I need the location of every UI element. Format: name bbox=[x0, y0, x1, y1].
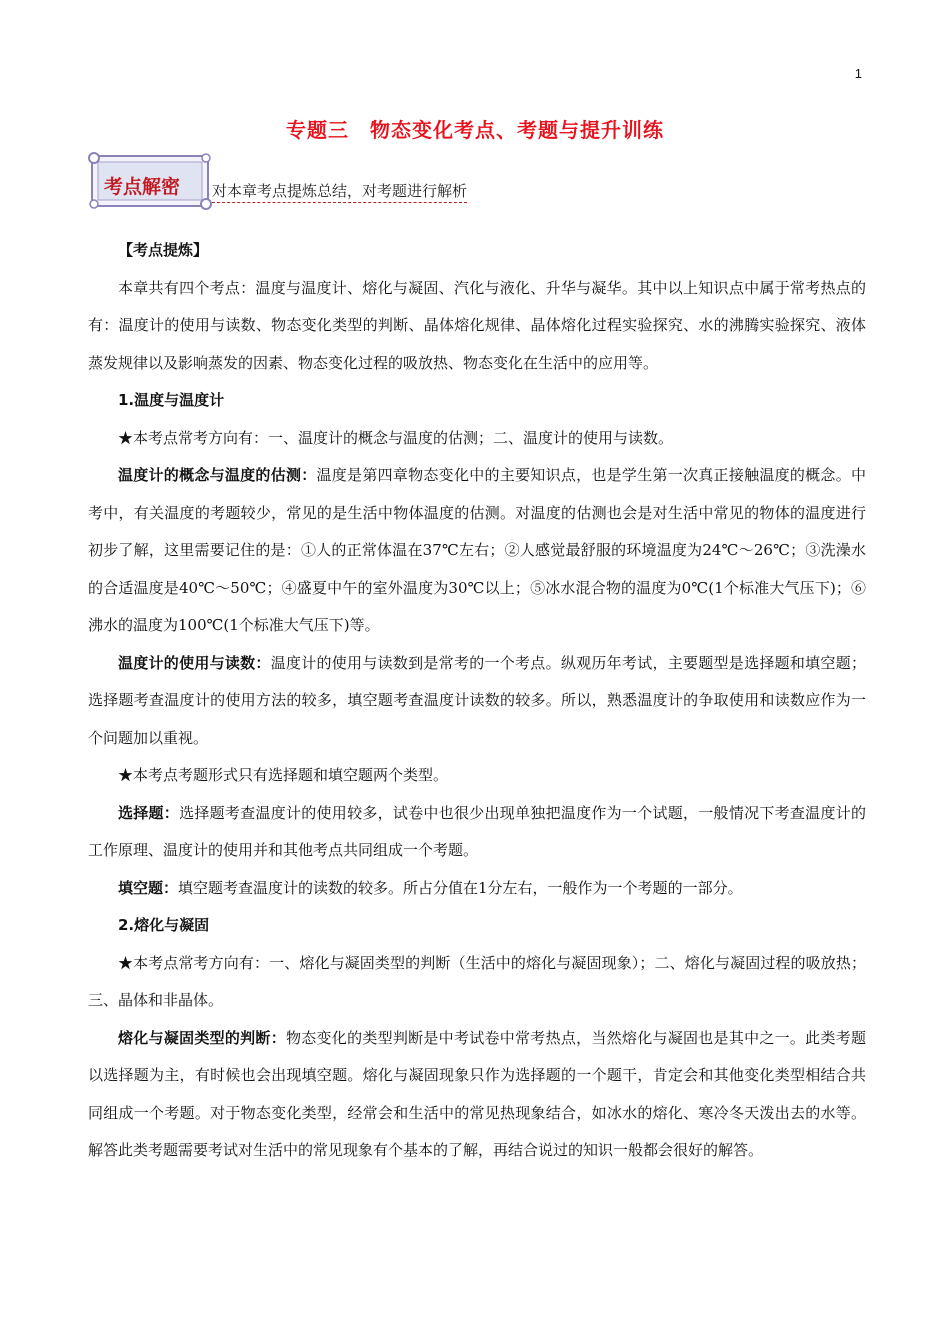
badge-label: 考点解密 bbox=[104, 176, 181, 198]
document-body bbox=[88, 232, 866, 1170]
section-1-paragraph-3: 选择题：选择题考查温度计的使用较多，试卷中也很少出现单独把温度作为一个试题，一般情况下考查温度计的工作原理、温度计的使用并和其他考点共同组成一个考题。 bbox=[88, 803, 866, 859]
section-2-star-1: ★本考点常考方向有：一、熔化与凝固类型的判断（生活中的熔化与凝固现象）；二、熔化与凝固过程的吸放热；三、晶体和非晶体。 bbox=[88, 953, 866, 1009]
section-1-star-1: ★本考点常考方向有：一、温度计的概念与温度的估测；二、温度计的使用与读数。 bbox=[118, 428, 674, 447]
section-heading: 【考点提炼】 bbox=[118, 241, 209, 259]
section-1-title: 1.温度与温度计 bbox=[118, 391, 225, 409]
intro-paragraph: 本章共有四个考点：温度与温度计、熔化与凝固、汽化与液化、升华与凝华。其中以上知识点中属于常考热点的有：温度计的使用与读数、物态变化类型的判断、晶体熔化规律、晶体熔化过程实验探究、水的沸腾实验探究、液体蒸发规律以及影响蒸发的因素、物态变化过程的吸放热、物态变化在生活中的应用等。 bbox=[88, 278, 866, 372]
section-1-paragraph-2: 温度计的使用与读数：温度计的使用与读数到是常考的一个考点。纵观历年考试，主要题型是选择题和填空题；选择题考查温度计的使用方法的较多，填空题考查温度计读数的较多。所以，熟悉温度计的争取使用和读数应作为一个问题加以重视。 bbox=[88, 653, 866, 747]
section-1-paragraph-4: 填空题：填空题考查温度计的读数的较多。所占分值在1分左右，一般作为一个考题的一部分。 bbox=[118, 878, 743, 897]
section-1-star-2: ★本考点考题形式只有选择题和填空题两个类型。 bbox=[118, 766, 449, 784]
page-title: 专题三 物态变化考点、考题与提升训练 bbox=[286, 118, 664, 142]
subtitle: 对本章考点提炼总结，对考题进行解析 bbox=[212, 180, 467, 203]
page-number: 1 bbox=[854, 66, 862, 81]
section-1-paragraph-1: 温度计的概念与温度的估测：温度是第四章物态变化中的主要知识点，也是学生第一次真正接触温度的概念。中考中，有关温度的考题较少，常见的是生活中物体温度的估测。对温度的估测也会是对生活中常见的物体的温度进行初步了解，这里需要记住的是：①人的正常体温在37℃左右；②人感觉最舒服的环境温度为24℃～26℃；③洗澡水的合适温度是40℃～50℃；④盛夏中午的室外温度为30℃以上；⑤冰水混合物的温度为0℃(1个标准大气压下)；⑥沸水的温度为100℃(1个标准大气压下)等。 bbox=[88, 466, 866, 634]
section-2-title: 2.熔化与凝固 bbox=[118, 916, 210, 934]
section-2-paragraph-1: 熔化与凝固类型的判断：物态变化的类型判断是中考试卷中常考热点，当然熔化与凝固也是其中之一。此类考题以选择题为主，有时候也会出现填空题。熔化与凝固现象只作为选择题的一个题干，肯定会和其他变化类型相结合共同组成一个考题。对于物态变化类型，经常会和生活中的常见热现象结合，如冰水的熔化、寒冷冬天泼出去的水等。解答此类考题需要考试对生活中的常见现象有个基本的了解，再结合说过的知识一般都会很好的解答。 bbox=[88, 1028, 866, 1159]
